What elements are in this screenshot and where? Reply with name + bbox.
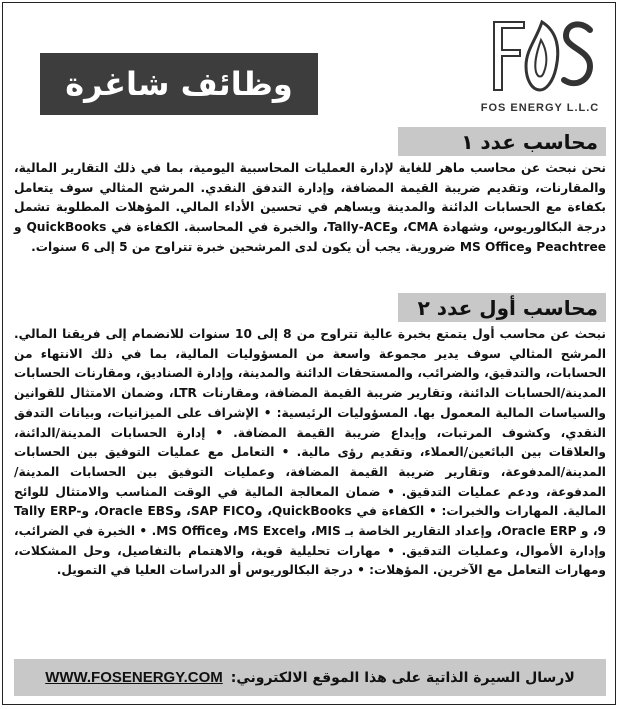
logo-flame-inner — [535, 40, 546, 77]
logo-letter-f — [494, 22, 524, 90]
website-link[interactable]: WWW.FOSENERGY.COM — [45, 669, 223, 686]
job2-description: نبحث عن محاسب أول يتمتع بخبرة عالية تتراوح من 8 إلى 10 سنوات للانضمام إلى فريقنا المالي. المرشح المثالي سوف يدير مجموعة واسعة من المسؤوليات المالية، بما في ذلك الانتهاء من الحسابات، والتدقيق، والضرائب، والمستحقات الدائنة والمدينة، وإدارة الصناديق، ومقارنات الحسابات المدينة/الحسابات الدائنة، وتقارير ضريبة القيمة المضافة، ومقارنات LTR، وضمان الامتثال للقوانين والسياسات المالية المعمول بها. المسؤوليات الرئيسية: • الإشراف على الميزانيات، وبيانات التدفق النقدي، وكشوف المرتبات، وإيداع ضريبة القيمة المضافة. • إدارة الحسابات المدينة/الدائنة، والعلاقات بين البائعين/العملاء، وتقديم رؤى مالية. • التعامل مع عمليات التوفيق بين الحسابات المدينة/المدفوعة، وتقارير ضريبة القيمة المضافة، وعمليات التوفيق بين الحسابات المدينة/المدفوعة، ودعم عمليات التدقيق. • ضمان المعالجة المالية في الوقت المناسب والامتثال للوائح المالية. المهارات والخبرات: • الكفاءة في QuickBooks، وSAP FICO، وOracle EBS، وTally ERP-9، و Oracle ERP، وإعداد التقارير الخاصة بـ MIS، وMS Excel، وMS Office. • الخبرة في الضرائب، وإدارة الأموال، وعمليات التدقيق. • مهارات تحليلية قوية، والاهتمام بالتفاصيل، وحل المشكلات، ومهارات التعامل مع الآخرين. المؤهلات: • درجة البكالوريوس أو الدراسات العليا في التمويل. — [14, 327, 607, 578]
job2-heading: محاسب أول عدد ٢ — [398, 293, 606, 322]
logo-letter-s — [564, 24, 590, 83]
fos-logo — [480, 10, 600, 122]
vacancies-banner: وظائف شاغرة — [40, 53, 318, 115]
job1-description: نحن نبحث عن محاسب ماهر للغاية لإدارة العمليات المحاسبية اليومية، بما في ذلك التقارير المالية، والمقارنات، وتقديم ضريبة القيمة المضافة، وإدارة التدفق النقدي. المرشح المثالي سوف يتعامل بكفاءة مع الحسابات الدائنة والمدينة ويساهم في تحسين الأداء المالي. المؤهلات المطلوبة تشمل درجة البكالوريوس، وشهادة CMA، وTally-ACE، والخبرة في المحاسبة. الكفاءة في QuickBooks و Peachtree وMS Office ضرورية. يجب أن يكون لدى المرشحين خبرة تتراوح من 5 إلى 6 سنوات. — [14, 161, 607, 254]
company-name: FOS ENERGY L.L.C — [480, 102, 600, 114]
logo-letter-o — [526, 22, 558, 90]
apply-text: لارسال السيرة الذاتية على هذا الموقع الالكتروني: — [230, 669, 575, 686]
apply-footer — [14, 659, 606, 696]
fos-logo-mark — [480, 10, 600, 98]
job1-heading: محاسب عدد ١ — [398, 127, 606, 156]
